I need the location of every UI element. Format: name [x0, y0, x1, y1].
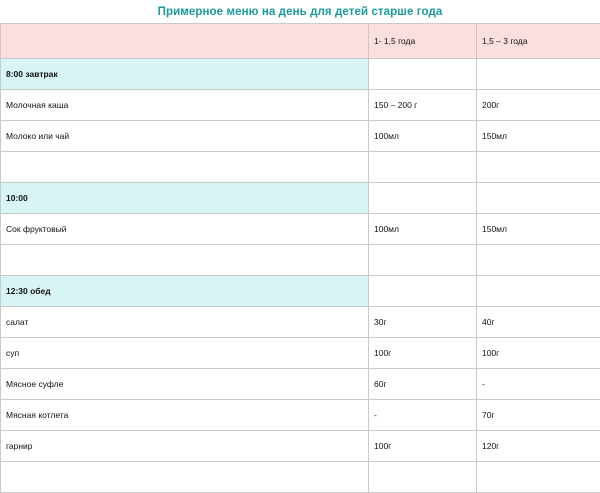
table-row-empty	[1, 152, 600, 183]
section-label: 8:00 завтрак	[1, 59, 369, 90]
row-value-age-1: 150 – 200 г	[369, 90, 477, 121]
row-value-age-2: 120г	[477, 431, 600, 462]
table-header-row	[1, 24, 600, 59]
row-label: Молочная каша	[1, 90, 369, 121]
row-value-age-2: 100г	[477, 338, 600, 369]
table-row	[1, 307, 600, 338]
row-label: Мясная котлета	[1, 400, 369, 431]
row-label: суп	[1, 338, 369, 369]
menu-table	[0, 23, 600, 493]
row-value-age-1	[369, 462, 477, 493]
row-label: Мясное суфле	[1, 369, 369, 400]
table-row-section-breakfast	[1, 59, 600, 90]
row-value-age-2: 70г	[477, 400, 600, 431]
row-label	[1, 462, 369, 493]
section-label: 12:30 обед	[1, 276, 369, 307]
table-row	[1, 431, 600, 462]
row-value-age-1: -	[369, 400, 477, 431]
row-value-age-1: 100мл	[369, 121, 477, 152]
table-row-section-snack	[1, 183, 600, 214]
table-row	[1, 121, 600, 152]
row-value-age-2: -	[477, 369, 600, 400]
table-row	[1, 400, 600, 431]
column-header-age-1: 1- 1,5 года	[369, 24, 477, 59]
row-value-age-1	[369, 245, 477, 276]
section-cell-age-2	[477, 59, 600, 90]
row-value-age-2	[477, 245, 600, 276]
table-row	[1, 214, 600, 245]
table-body	[1, 24, 600, 493]
row-value-age-2: 40г	[477, 307, 600, 338]
table-row-section-lunch	[1, 276, 600, 307]
row-label: Сок фруктовый	[1, 214, 369, 245]
section-cell-age-2	[477, 183, 600, 214]
row-label	[1, 152, 369, 183]
section-cell-age-1	[369, 276, 477, 307]
section-cell-age-2	[477, 276, 600, 307]
row-value-age-1: 100г	[369, 338, 477, 369]
row-value-age-2: 150мл	[477, 121, 600, 152]
row-value-age-2: 150мл	[477, 214, 600, 245]
column-header-item	[1, 24, 369, 59]
row-label: Молоко или чай	[1, 121, 369, 152]
section-label: 10:00	[1, 183, 369, 214]
row-value-age-1: 100мл	[369, 214, 477, 245]
row-value-age-1: 100г	[369, 431, 477, 462]
table-row	[1, 369, 600, 400]
row-label: салат	[1, 307, 369, 338]
section-cell-age-1	[369, 59, 477, 90]
row-value-age-1: 60г	[369, 369, 477, 400]
row-value-age-2	[477, 462, 600, 493]
row-label	[1, 245, 369, 276]
table-row	[1, 90, 600, 121]
row-value-age-1	[369, 152, 477, 183]
row-label: гарнир	[1, 431, 369, 462]
page-title: Примерное меню на день для детей старше года	[0, 0, 600, 23]
section-cell-age-1	[369, 183, 477, 214]
column-header-age-2: 1,5 – 3 года	[477, 24, 600, 59]
row-value-age-2: 200г	[477, 90, 600, 121]
row-value-age-2	[477, 152, 600, 183]
row-value-age-1: 30г	[369, 307, 477, 338]
table-row-empty	[1, 462, 600, 493]
table-row	[1, 338, 600, 369]
table-row-empty	[1, 245, 600, 276]
